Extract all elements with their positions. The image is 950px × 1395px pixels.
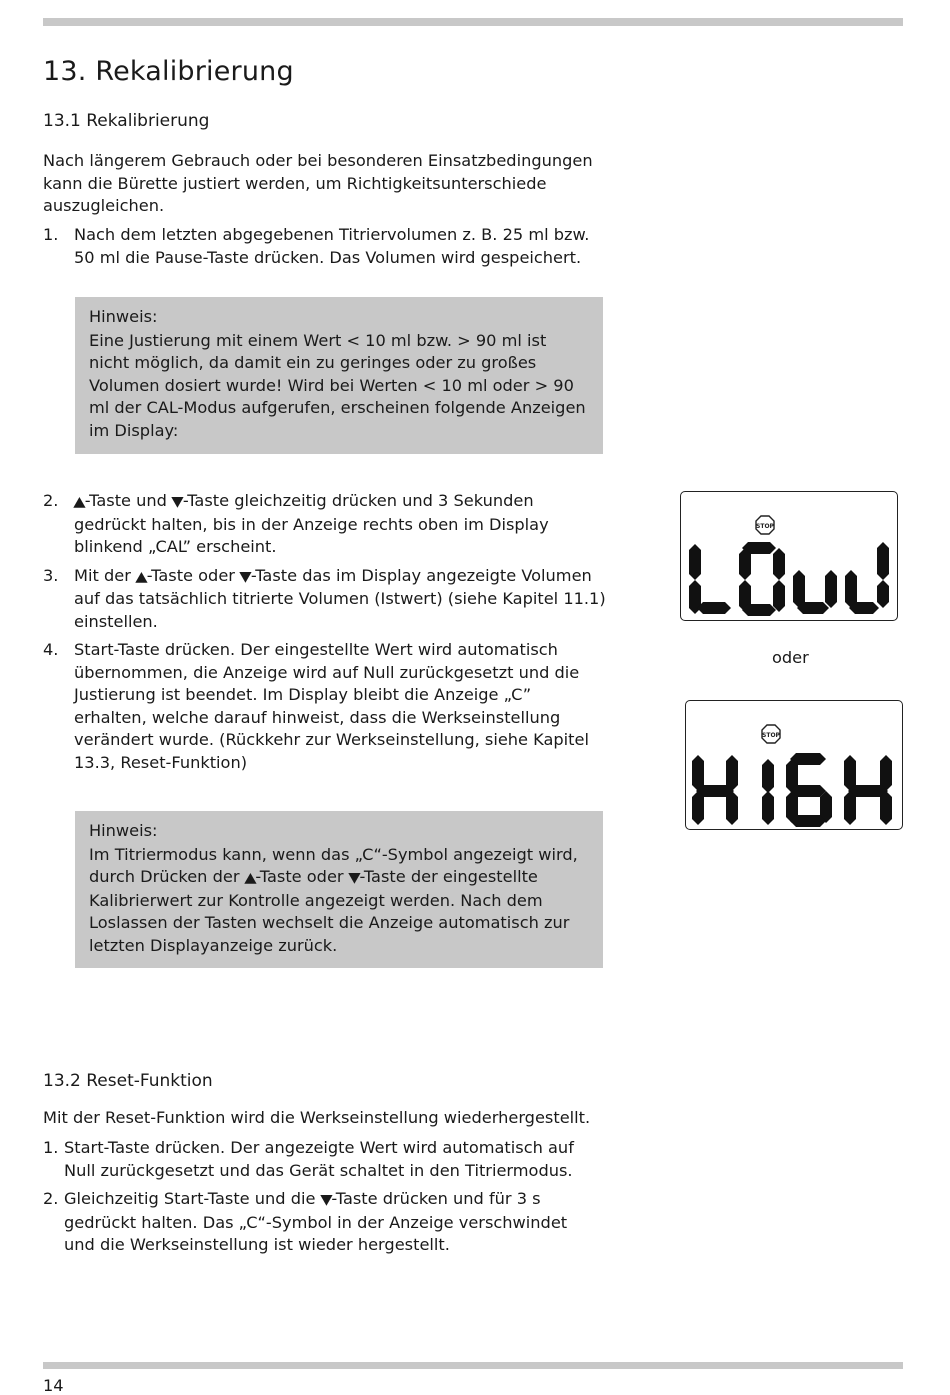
lcd-segments <box>681 492 897 620</box>
down-arrow-icon: ▼ <box>239 568 252 585</box>
step-list-2 <box>43 490 608 780</box>
note-box-1 <box>75 297 603 454</box>
header-rule <box>43 18 903 26</box>
down-arrow-icon: ▼ <box>171 494 184 510</box>
note-text: Im Titriermodus kann, wenn das „C“-Symbol angezeigt wird, durch Drücken der <box>89 844 578 886</box>
up-arrow-icon: ▲ <box>135 568 148 585</box>
step-number: 1. <box>43 225 59 244</box>
page-number: 14 <box>43 1376 64 1395</box>
lcd-segments <box>686 701 902 829</box>
note-text: Eine Justierung mit einem Wert < 10 ml bzw. > 90 ml ist nicht möglich, da damit ein zu geringes oder zu großes Volumen dosiert wurde! Wird bei Werten < 10 ml oder > 90 ml der CAL-Modus aufgerufen, erscheinen folgende Anzeigen im Display: <box>89 330 586 440</box>
list-item <box>43 490 608 559</box>
lcd-display-low <box>680 491 898 621</box>
step-text: Start-Taste drücken. Der angezeigte Wert wird automatisch auf Null zurückgesetzt und das Gerät schaltet in den Titriermodus. <box>64 1138 574 1180</box>
step-number: 4. <box>43 640 59 659</box>
step-text: -Taste oder <box>146 565 241 585</box>
note-text: -Taste oder <box>255 867 349 886</box>
step-text: Start-Taste drücken. Der eingestellte Wert wird automatisch übernommen, die Anzeige wird auf Null zurückgesetzt und die Justierung ist beendet. Im Display bleibt die Anzeige „C” erhalten, welche darauf hinweist, dass die Werkseinstellung verändert wurde. (Rückkehr zur Werkseinstellung, siehe Kapitel 13.3, Reset-Funktion) <box>74 640 589 772</box>
step-text: -Taste das im Display angezeigte Volumen auf das tatsächlich titrierte Volumen (Istwert) (siehe Kapitel 11.1) einstellen. <box>74 565 606 631</box>
up-arrow-icon: ▲ <box>243 870 257 886</box>
lcd-display-high <box>685 700 903 830</box>
step-text: Mit der <box>74 565 136 585</box>
step-text: -Taste und <box>84 491 173 510</box>
step-text: -Taste gleichzeitig drücken und 3 Sekunden gedrückt halten, bis in der Anzeige rechts oben im Display blinkend „CAL” erscheint. <box>74 491 549 556</box>
reset-step-list <box>43 1137 603 1263</box>
step-number: 1. <box>43 1138 59 1157</box>
list-item <box>43 224 598 269</box>
step-number: 2. <box>43 1189 59 1208</box>
down-arrow-icon: ▼ <box>319 1192 333 1208</box>
step-number: 2. <box>43 491 59 510</box>
stop-label: STOP <box>762 731 780 739</box>
note-text: -Taste der eingestellte Kalibrierwert zur Kontrolle angezeigt werden. Nach dem Loslassen der Tasten wechselt die Anzeige automatisch zur letzten Displayanzeige zurück. <box>89 867 570 955</box>
step-text: -Taste drücken und für 3 s gedrückt halten. Das „C“-Symbol in der Anzeige verschwindet und die Werkseinstellung ist wieder hergestellt. <box>64 1189 568 1254</box>
note-title: Hinweis: <box>89 821 158 840</box>
section-title: 13. Rekalibrierung <box>43 56 294 87</box>
reset-intro: Mit der Reset-Funktion wird die Werkseinstellung wiederhergestellt. <box>43 1108 591 1127</box>
step-number: 3. <box>43 565 59 585</box>
step-list-1 <box>43 224 598 275</box>
list-item <box>43 639 608 774</box>
step-text: Gleichzeitig Start-Taste und die <box>64 1189 321 1208</box>
list-item <box>43 1188 603 1257</box>
up-arrow-icon: ▲ <box>73 494 86 510</box>
display-separator: oder <box>772 648 809 667</box>
stop-label: STOP <box>756 522 774 530</box>
subsection-title-13-2: 13.2 Reset-Funktion <box>43 1071 213 1091</box>
list-item <box>43 1137 603 1182</box>
footer-rule <box>43 1362 903 1369</box>
subsection-title-13-1: 13.1 Rekalibrierung <box>43 111 210 131</box>
list-item <box>43 565 608 634</box>
down-arrow-icon: ▼ <box>347 870 361 886</box>
note-title: Hinweis: <box>89 307 158 326</box>
intro-paragraph: Nach längerem Gebrauch oder bei besonderen Einsatzbedingungen kann die Bürette justiert werden, um Richtigkeitsunterschiede auszugleichen. <box>43 151 593 215</box>
step-text: Nach dem letzten abgegebenen Titriervolumen z. B. 25 ml bzw. 50 ml die Pause-Taste drücken. Das Volumen wird gespeichert. <box>74 225 590 267</box>
note-box-2 <box>75 811 603 968</box>
